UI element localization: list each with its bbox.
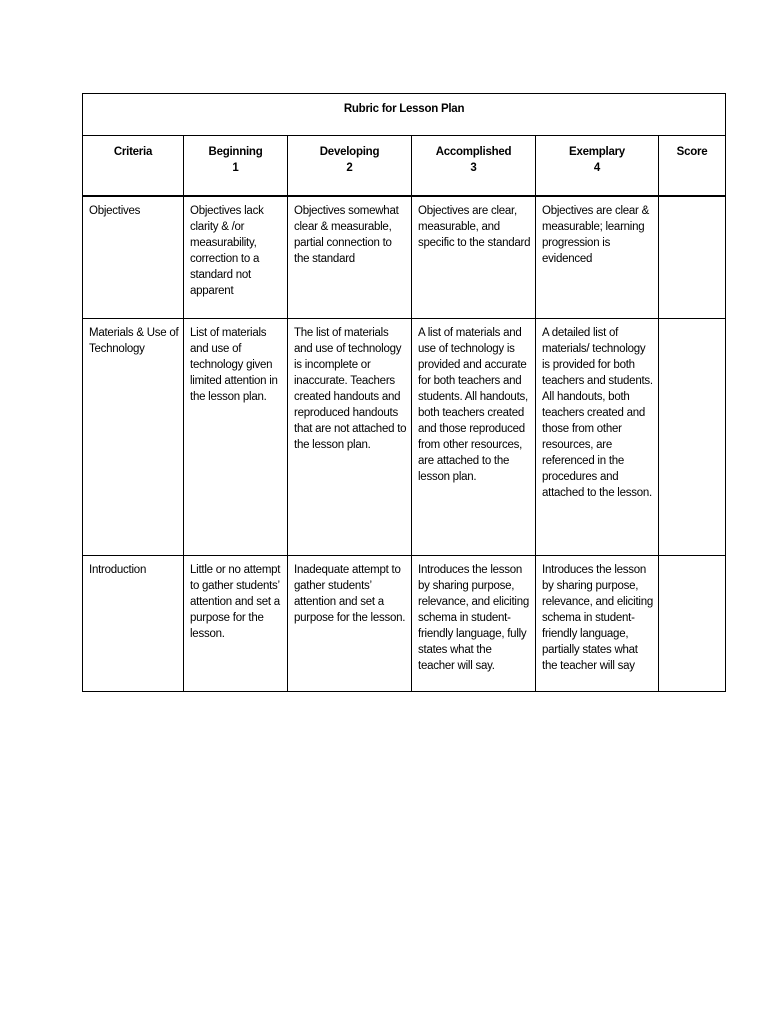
header-label: Score bbox=[676, 146, 708, 158]
table-row-objectives bbox=[83, 196, 726, 319]
header-label: Accomplished bbox=[435, 146, 512, 158]
cell-exemplary: Objectives are clear & measurable; learning progression is evidenced bbox=[536, 196, 659, 319]
table-row-materials bbox=[83, 319, 726, 556]
header-label: Beginning bbox=[208, 146, 263, 158]
header-level: 4 bbox=[593, 162, 601, 174]
header-criteria bbox=[83, 136, 184, 196]
cell-score bbox=[659, 319, 726, 556]
cell-score bbox=[659, 196, 726, 319]
header-beginning bbox=[184, 136, 288, 196]
header-developing bbox=[288, 136, 412, 196]
cell-exemplary: A detailed list of materials/ technology is provided for both teachers and students. All handouts, both teachers created and those from other resources, are referenced in the procedures and attached to the lesson. bbox=[536, 319, 659, 556]
header-score bbox=[659, 136, 726, 196]
cell-accomplished: A list of materials and use of technology is provided and accurate for both teachers and students. All handouts, both teachers created and those reproduced from other resources, are attached to the lesson plan. bbox=[412, 319, 536, 556]
cell-beginning: Objectives lack clarity & /or measurability, correction to a standard not apparent bbox=[184, 196, 288, 319]
header-level: 2 bbox=[346, 162, 353, 174]
cell-score bbox=[659, 556, 726, 692]
cell-developing: Objectives somewhat clear & measurable, partial connection to the standard bbox=[288, 196, 412, 319]
cell-criteria: Objectives bbox=[83, 196, 184, 319]
cell-exemplary: Introduces the lesson by sharing purpose, relevance, and eliciting schema in student-friendly language, partially states what the teacher will say bbox=[536, 556, 659, 692]
cell-developing: The list of materials and use of technology is incomplete or inaccurate. Teachers created handouts and reproduced handouts that are not attached to the lesson plan. bbox=[288, 319, 412, 556]
title-row bbox=[83, 94, 726, 136]
cell-criteria: Materials & Use of Technology bbox=[83, 319, 184, 556]
header-level: 3 bbox=[470, 162, 477, 174]
header-level: 1 bbox=[232, 162, 239, 174]
header-accomplished bbox=[412, 136, 536, 196]
header-exemplary bbox=[536, 136, 659, 196]
cell-beginning: List of materials and use of technology given limited attention in the lesson plan. bbox=[184, 319, 288, 556]
cell-criteria: Introduction bbox=[83, 556, 184, 692]
cell-beginning: Little or no attempt to gather students’ attention and set a purpose for the lesson. bbox=[184, 556, 288, 692]
cell-accomplished: Objectives are clear, measurable, and specific to the standard bbox=[412, 196, 536, 319]
rubric-title: Rubric for Lesson Plan bbox=[83, 94, 726, 136]
header-label: Exemplary bbox=[569, 146, 625, 158]
cell-accomplished: Introduces the lesson by sharing purpose, relevance, and eliciting schema in student-friendly language, fully states what the teacher will say. bbox=[412, 556, 536, 692]
header-label: Developing bbox=[319, 146, 380, 158]
header-row bbox=[83, 136, 726, 196]
cell-developing: Inadequate attempt to gather students’ attention and set a purpose for the lesson. bbox=[288, 556, 412, 692]
table-row-introduction bbox=[83, 556, 726, 692]
rubric-table bbox=[82, 93, 726, 692]
header-label: Criteria bbox=[113, 146, 153, 158]
